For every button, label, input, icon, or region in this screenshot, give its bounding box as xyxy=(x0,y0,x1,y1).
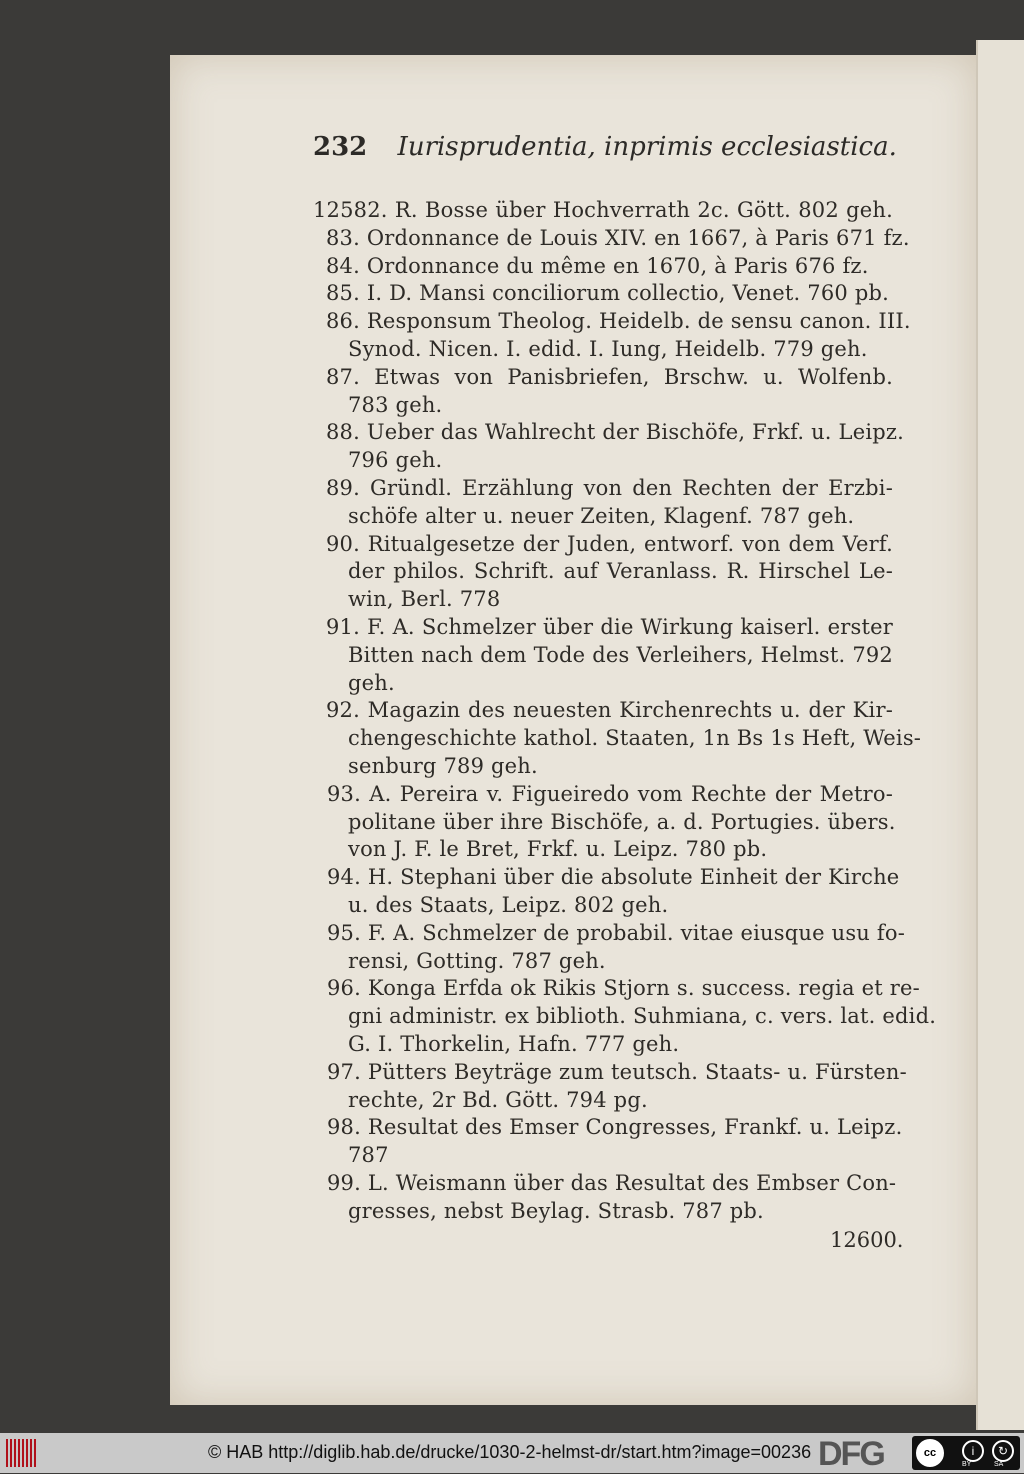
page-total: 12600. xyxy=(830,1228,904,1252)
running-title: Iurisprudentia, inprimis ecclesiastica. xyxy=(397,132,897,162)
catalogue-line: 99. L. Weismann über das Resultat des Embser Con- xyxy=(327,1171,897,1195)
catalogue-line: 95. F. A. Schmelzer de probabil. vitae eiusque usu fo- xyxy=(327,920,906,945)
copyright-link[interactable]: © HAB http://diglib.hab.de/drucke/1030-2-helmst-dr/start.htm?image=00236 xyxy=(208,1442,812,1462)
dfg-logo[interactable]: DFG xyxy=(818,1435,884,1473)
catalogue-line: 83. Ordonnance de Louis XIV. en 1667, à Paris 671 fz. xyxy=(326,225,910,250)
catalogue-line: chengeschichte kathol. Staaten, 1n Bs 1s Heft, Weis- xyxy=(348,726,922,751)
catalogue-line: Bitten nach dem Tode des Verleihers, Helmst. 792 xyxy=(348,642,893,667)
catalogue-line: 96. Konga Erfda ok Rikis Stjorn s. success. regia et re- xyxy=(327,976,920,1001)
catalogue-line: 97. Pütters Beyträge zum teutsch. Staats- u. Fürsten- xyxy=(327,1059,907,1084)
catalogue-line: politane über ihre Bischöfe, a. d. Portugies. übers. xyxy=(348,809,896,834)
catalogue-line: 98. Resultat des Emser Congresses, Frankf. u. Leipz. xyxy=(327,1115,903,1140)
sa-icon: ↻ xyxy=(992,1440,1014,1462)
sa-label: SA xyxy=(994,1461,1004,1468)
footer-bar xyxy=(0,1433,1024,1473)
catalogue-line: 787 xyxy=(348,1143,389,1168)
catalogue-line: u. des Staats, Leipz. 802 geh. xyxy=(348,893,669,917)
catalogue-line: rensi, Gotting. 787 geh. xyxy=(348,948,606,973)
catalogue-line: 92. Magazin des neuesten Kirchenrechts u. der Kir- xyxy=(326,698,893,723)
catalogue-line: senburg 789 geh. xyxy=(348,754,538,778)
cc-icon: cc xyxy=(916,1439,944,1467)
catalogue-line: 783 geh. xyxy=(348,392,443,417)
catalogue-line: G. I. Thorkelin, Hafn. 777 geh. xyxy=(348,1032,680,1056)
catalogue-line: 86. Responsum Theolog. Heidelb. de sensu canon. III. xyxy=(326,309,911,334)
catalogue-line: 87. Etwas von Panisbriefen, Brschw. u. Wolfenb. xyxy=(326,364,893,389)
catalogue-line: rechte, 2r Bd. Gött. 794 pg. xyxy=(348,1087,648,1112)
catalogue-line: win, Berl. 778 xyxy=(348,587,501,612)
catalogue-line: Synod. Nicen. I. edid. I. Iung, Heidelb. 779 geh. xyxy=(348,337,868,361)
catalogue-line: 89. Gründl. Erzählung von den Rechten der Erzbi- xyxy=(326,476,893,500)
catalogue-line: geh. xyxy=(348,670,395,695)
catalogue-line: 90. Ritualgesetze der Juden, entworf. von dem Verf. xyxy=(326,531,893,556)
catalogue-line: 12582. R. Bosse über Hochverrath 2c. Gött. 802 geh. xyxy=(313,198,893,222)
catalogue-line: 94. H. Stephani über die absolute Einheit der Kirche xyxy=(327,865,900,890)
catalogue-line: 796 geh. xyxy=(348,448,443,473)
page-number: 232 xyxy=(313,132,368,162)
by-icon: i xyxy=(962,1440,984,1462)
hab-logo-icon[interactable] xyxy=(6,1439,38,1467)
catalogue-line: gni administr. ex biblioth. Suhmiana, c. vers. lat. edid. xyxy=(348,1004,937,1029)
catalogue-line: 85. I. D. Mansi conciliorum collectio, Venet. 760 pb. xyxy=(326,281,890,306)
catalogue-line: von J. F. le Bret, Frkf. u. Leipz. 780 pb. xyxy=(348,837,768,862)
catalogue-line: gresses, nebst Beylag. Strasb. 787 pb. xyxy=(348,1198,764,1223)
catalogue-line: der philos. Schrift. auf Veranlass. R. Hirschel Le- xyxy=(348,559,893,584)
next-page-edge xyxy=(976,40,1024,1430)
by-label: BY xyxy=(962,1461,972,1468)
page-header xyxy=(313,132,897,162)
catalogue-line: 84. Ordonnance du même en 1670, à Paris 676 fz. xyxy=(326,253,869,278)
catalogue-line: 91. F. A. Schmelzer über die Wirkung kaiserl. erster xyxy=(326,615,893,639)
catalogue-line: 88. Ueber das Wahlrecht der Bischöfe, Frkf. u. Leipz. xyxy=(326,420,905,445)
catalogue-line: 93. A. Pereira v. Figueiredo vom Rechte der Metro- xyxy=(327,781,893,806)
catalogue-line: schöfe alter u. neuer Zeiten, Klagenf. 787 geh. xyxy=(348,503,855,528)
cc-license-badge[interactable] xyxy=(912,1436,1020,1470)
